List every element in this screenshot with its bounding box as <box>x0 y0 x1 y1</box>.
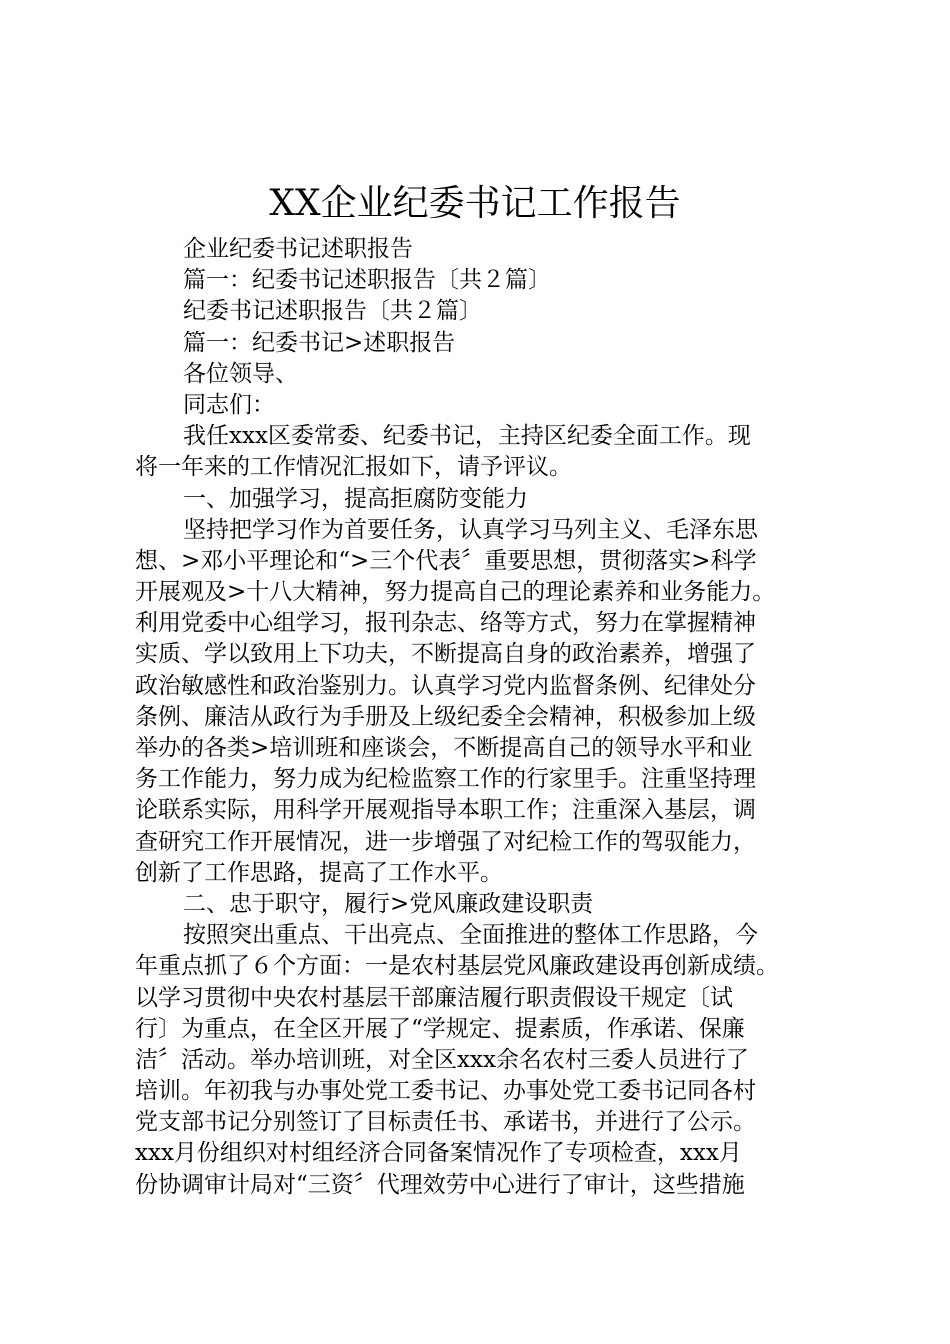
text-line: 论联系实际，用科学开展观指导本职工作；注重深入基层，调 <box>135 797 756 824</box>
text-line: 同志们： <box>183 391 275 418</box>
text-line: 开展观及>十八大精神，努力提高自己的理论素养和业务能力。 <box>135 579 776 606</box>
text-line: 企业纪委书记述职报告 <box>183 236 413 262</box>
text-line: 想、>邓小平理论和“>三个代表〞重要思想，贯彻落实>科学 <box>135 547 757 574</box>
text-line: 利用党委中心组学习，报刊杂志、络等方式，努力在掌握精神 <box>135 610 756 637</box>
text-line: xxx月份组织对村组经济合同备案情况作了专项检查，xxx月 <box>135 1140 742 1167</box>
text-line: 坚持把学习作为首要任务，认真学习马列主义、毛泽东思 <box>183 516 758 543</box>
document-title: XX企业纪委书记工作报告 <box>269 183 681 224</box>
text-line: 以学习贯彻中央农村基层干部廉洁履行职责假设干规定〔试 <box>135 984 733 1011</box>
text-line: 篇一：纪委书记>述职报告 <box>183 329 456 356</box>
text-line: 举办的各类>培训班和座谈会，不断提高自己的领导水平和业 <box>135 735 753 761</box>
text-line: 务工作能力，努力成为纪检监察工作的行家里手。注重坚持理 <box>135 766 756 793</box>
text-line: 培训。年初我与办事处党工委书记、办事处党工委书记同各村 <box>135 1078 756 1105</box>
document-body <box>135 234 825 1201</box>
text-line: 创新了工作思路，提高了工作水平。 <box>135 859 503 886</box>
text-line: 条例、廉洁从政行为手册及上级纪委全会精神，积极参加上级 <box>135 703 756 730</box>
text-line: 一、加强学习，提高拒腐防变能力 <box>183 485 528 512</box>
text-line: 将一年来的工作情况汇报如下，请予评议。 <box>135 454 572 481</box>
text-line: 政治敏感性和政治鉴别力。认真学习党内监督条例、纪律处分 <box>135 672 756 699</box>
text-line: 各位领导、 <box>183 360 298 387</box>
text-line: 行〕为重点，在全区开展了“学规定、提素质，作承诺、保廉 <box>135 1015 745 1042</box>
text-line: 洁〞活动。举办培训班，对全区xxx余名农村三委人员进行了 <box>135 1046 749 1073</box>
text-line: 年重点抓了６个方面：一是农村基层党风廉政建设再创新成绩。 <box>135 953 779 980</box>
text-line: 党支部书记分别签订了目标责任书、承诺书，并进行了公示。 <box>135 1109 756 1136</box>
text-line: 我任xxx区委常委、纪委书记，主持区纪委全面工作。现 <box>183 423 751 450</box>
text-line: 份协调审计局对“三资〞代理效劳中心进行了审计，这些措施 <box>135 1171 745 1198</box>
text-line: 按照突出重点、干出亮点、全面推进的整体工作思路，今 <box>183 922 758 949</box>
text-line: 查研究工作开展情况，进一步增强了对纪检工作的驾驭能力， <box>135 828 756 855</box>
text-line: 篇一：纪委书记述职报告〔共２篇〕 <box>183 267 551 294</box>
text-line: 实质、学以致用上下功夫，不断提高自身的政治素养，增强了 <box>135 641 756 668</box>
text-line: 二、忠于职守，履行>党风廉政建设职责 <box>183 890 594 917</box>
text-line: 纪委书记述职报告〔共２篇〕 <box>183 298 482 325</box>
